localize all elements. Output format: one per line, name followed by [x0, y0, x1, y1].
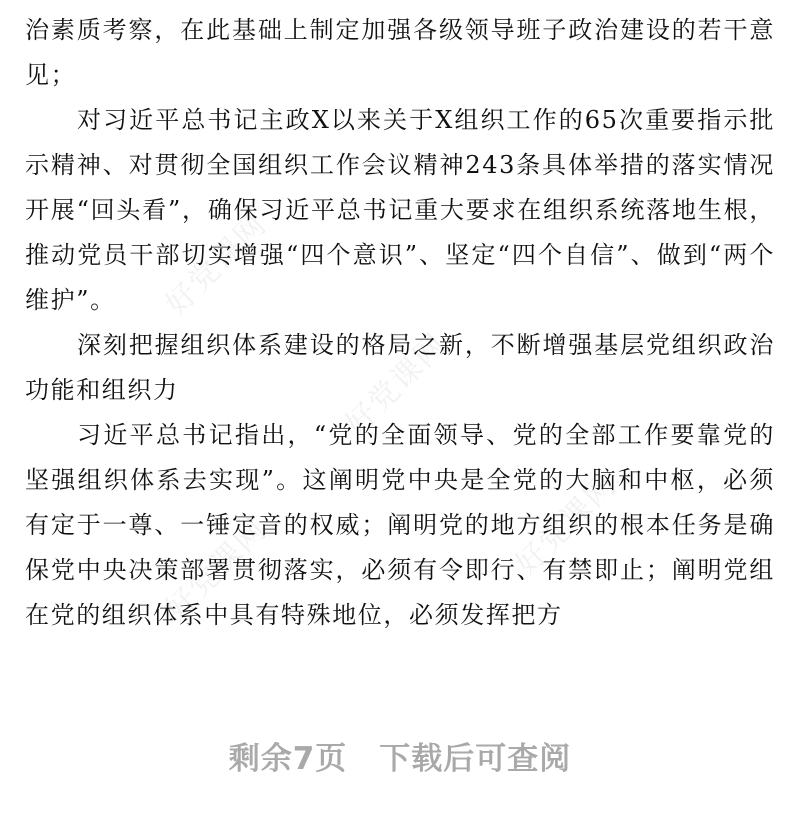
section-heading-paragraph: 深刻把握组织体系建设的格局之新，不断增强基层党组织政治功能和组织力	[25, 331, 775, 404]
remaining-pages-label: 剩余7页	[228, 741, 348, 777]
watermark: 好党课网	[338, 326, 455, 443]
paragraph-continuation: 治素质考察，在此基础上制定加强各级领导班子政治建设的若干意见；	[25, 16, 775, 89]
document-body	[25, 8, 775, 638]
watermark: 好党课网	[158, 206, 275, 323]
watermark: 好党课网	[508, 466, 625, 583]
download-prompt[interactable]	[0, 733, 800, 778]
paragraph: 习近平总书记指出，“党的全面领导、党的全部工作要靠党的坚强组织体系去实现”。这阐明党中央是全党的大脑和中枢，必须有定于一尊、一锤定音的权威；阐明党的地方组织的根本任务是确保党中央决策部署贯彻落实，必须有令即行、有禁即止；阐明党组在党的组织体系中具有特殊地位，必须发挥把方	[25, 421, 775, 629]
watermark: 好党课网	[158, 511, 275, 628]
paragraph: 对习近平总书记主政X以来关于X组织工作的65次重要指示批示精神、对贯彻全国组织工作会议精神243条具体举措的落实情况开展“回头看”，确保习近平总书记重大要求在组织系统落地生根，推动党员干部切实增强“四个意识”、坚定“四个自信”、做到“两个维护”。	[25, 106, 775, 314]
download-hint-label: 下载后可查阅	[379, 741, 572, 777]
